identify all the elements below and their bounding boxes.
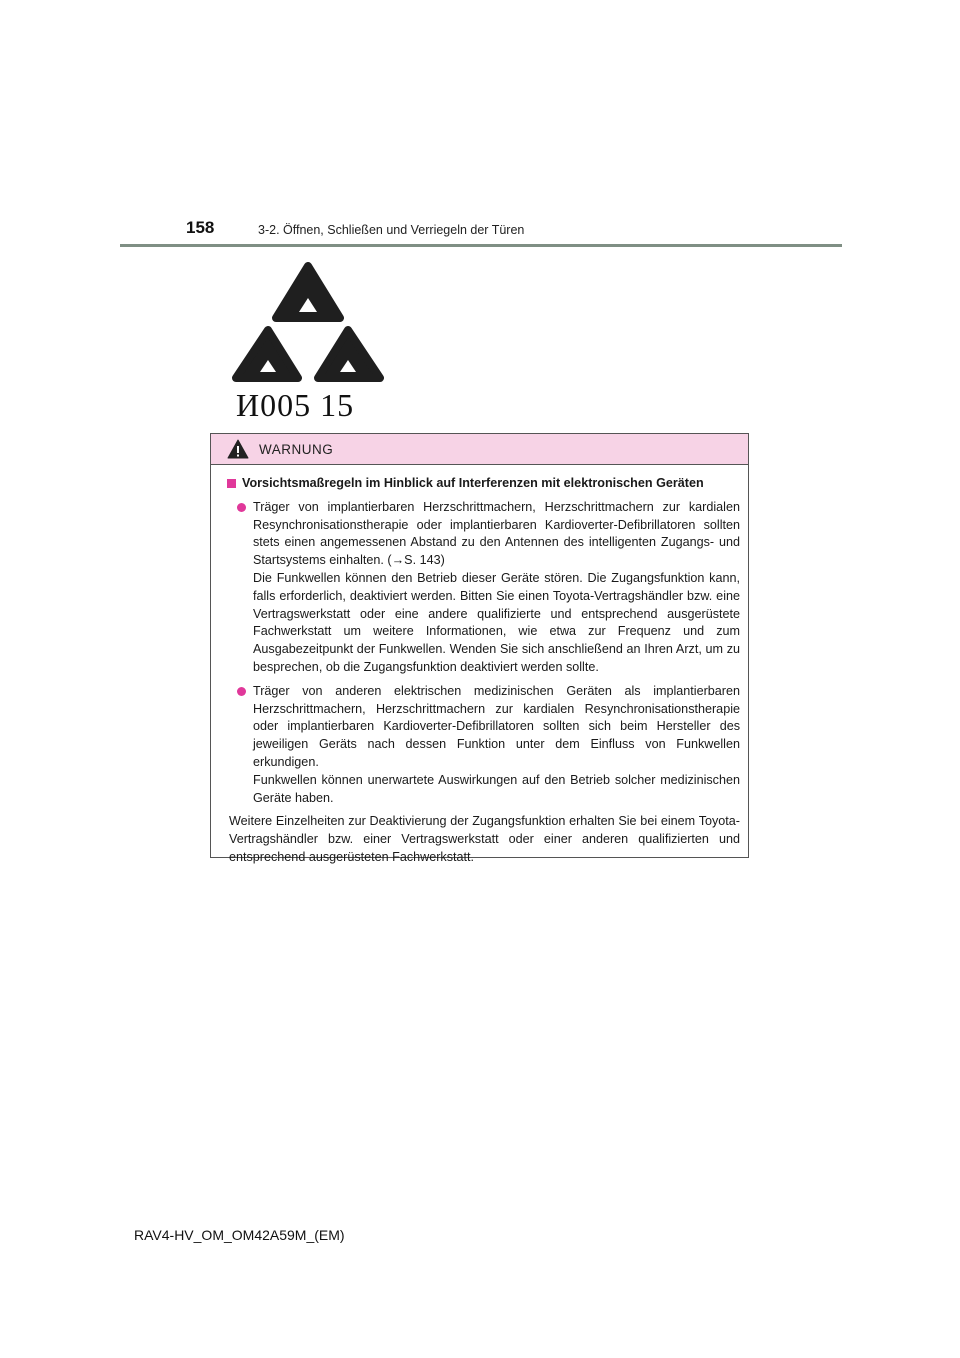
- warning-body: [211, 465, 748, 867]
- section-heading-text: Vorsichtsmaßregeln im Hinblick auf Interferenzen mit elektronischen Geräten: [242, 476, 704, 490]
- bullet-text: [253, 683, 740, 808]
- footer-document-id: RAV4-HV_OM_OM42A59M_(EM): [134, 1227, 345, 1243]
- section-heading: [227, 475, 740, 493]
- bullet-paragraph: Funkwellen können unerwartete Auswirkungen auf den Betrieb solcher medizinischen Geräte haben.: [253, 772, 740, 805]
- closing-paragraph: Weitere Einzelheiten zur Deaktivierung der Zugangsfunktion erhalten Sie bei einem Toyota-Vertragshändler bzw. einer Vertragswerkstatt oder einer anderen qualifizierten und entsprechend ausgerüsteten Fachwerkstatt.: [229, 814, 740, 864]
- header-rule: [120, 244, 842, 247]
- page-number: 158: [186, 218, 215, 237]
- bullet-text: [253, 499, 740, 677]
- chapter-title: 3-2. Öffnen, Schließen und Verriegeln der Türen: [258, 223, 525, 237]
- warning-header: [211, 434, 748, 465]
- round-bullet-icon: [237, 503, 246, 512]
- mark-code: И005 15: [236, 387, 355, 423]
- bullet-item: [237, 499, 740, 677]
- round-bullet-icon: [237, 687, 246, 696]
- warning-title: WARNUNG: [259, 441, 334, 457]
- square-bullet-icon: [227, 479, 236, 488]
- bullet-item: [237, 683, 740, 808]
- bullet-paragraph: Die Funkwellen können den Betrieb dieser Geräte stören. Die Zugangsfunktion kann, falls erforderlich, deaktiviert werden. Bitten Sie einen Toyota-Vertragshändler bzw. eine Vertragswerkstatt oder eine andere qualifizierte und entsprechend ausgerüstete Fachwerkstatt um weitere Informationen, wie etwa zur Frequenz und zum Ausgabezeitpunkt der Funkwellen. Wenden Sie sich anschließend an Ihren Arzt, um zu besprechen, ob die Zugangsfunktion deaktiviert werden sollte.: [253, 570, 740, 674]
- bullet-paragraph: Träger von implantierbaren Herzschrittmachern, Herzschrittmachern zur kardialen Resynchronisationstherapie oder implantierbaren Kardioverter-Defibrillatoren sollten stets einen angemessenen Abstand zu den Antennen des intelligenten Zugangs- und Startsystems einhalten. (→S. 143): [253, 499, 740, 568]
- bullet-paragraph: Träger von anderen elektrischen medizinischen Geräten als implantierbaren Herzschrittmachern, Herzschrittmachern zur kardialen Resynchronisationstherapie oder implantierbaren Kardioverter-Defibrillatoren sollten sich beim Hersteller des jeweiligen Geräts nach dessen Funktion unter dem Einfluss von Funkwellen erkundigen.: [253, 683, 740, 769]
- warning-box: [210, 433, 749, 864]
- warning-triangle-icon: [227, 439, 249, 459]
